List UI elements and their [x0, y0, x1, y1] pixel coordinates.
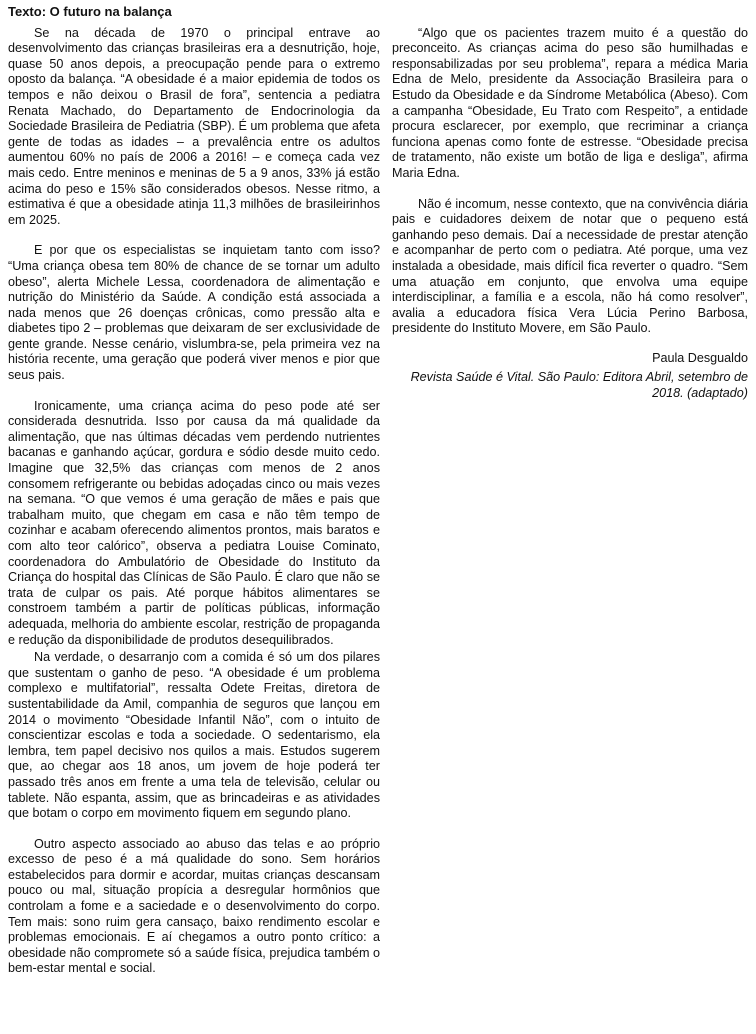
right-column — [392, 26, 748, 977]
paragraph-2: E por que os especialistas se inquietam tanto com isso? “Uma criança obesa tem 80% de chance de se tornar um adulto obeso”, alerta Michele Lessa, coordenadora de alimentação e nutrição do Ministério da Saúde. A condição está associada a nada menos que 26 doenças crônicas, como pressão alta e diabetes tipo 2 – problemas que deixaram de ser exclusividade de gente grande. Nesse cenário, vislumbra-se, pela primeira vez na história recente, uma geração que poderá viver menos e pior que seus pais. — [8, 243, 380, 383]
paragraph-6: “Algo que os pacientes trazem muito é a questão do preconceito. As crianças acima do peso são humilhadas e responsabilizadas por seu problema”, repara a médica Maria Edna de Melo, presidente da Associação Brasileira para o Estudo da Obesidade e da Síndrome Metabólica (Abeso). Com a campanha “Obesidade, Eu Trato com Respeito”, a entidade procura esclarecer, por exemplo, que recriminar a criança funciona apenas como fonte de estresse. “Obesidade precisa de tratamento, não existe um botão de liga e desliga”, afirma Maria Edna. — [392, 25, 748, 180]
paragraph-7: Não é incomum, nesse contexto, que na convivência diária pais e cuidadores deixem de notar que o pequeno está ganhando peso demais. Daí a necessidade de prestar atenção e acompanhar de perto com o pediatra. Até porque, uma vez instalada a obesidade, mais difícil fica reverter o quadro. “Sem uma atuação em conjunto, que envolva uma equipe interdisciplinar, a família e a escola, não há como resolver”, avalia a educadora física Vera Lúcia Perino Barbosa, presidente do Instituto Movere, em São Paulo. — [392, 196, 748, 336]
source-citation: Revista Saúde é Vital. São Paulo: Editora Abril, setembro de 2018. (adaptado) — [410, 370, 748, 401]
paragraph-3: Ironicamente, uma criança acima do peso pode até ser considerada desnutrida. Isso por causa da má qualidade da alimentação, que nas últimas décadas vem perdendo nutrientes bacanas e ganhando açúcar, gordura e sódio desde muito cedo. Imagine que 32,5% das crianças com menos de 2 anos consomem refrigerante ou bebidas adoçadas cinco ou mais vezes na semana. “O que vemos é uma geração de mães e pais que trabalham muito, que chegam em casa e não têm tempo de cozinhar e acabam oferecendo alimentos prontos, mais baratos e com alto teor calórico”, observa a pediatra Louise Cominato, coordenadora do Ambulatório de Obesidade do Instituto da Criança do hospital das Clínicas de São Paulo. É claro que não se trata de culpar os pais. Até porque hábitos alimentares se constroem também a partir de políticas públicas, informação adequada, melhoria do ambiente escolar, restrição de propaganda e redução da disponibilidade de produtos desequilibrados. — [8, 398, 380, 647]
text-title: Texto: O futuro na balança — [8, 4, 172, 19]
author-name: Paula Desgualdo — [652, 350, 748, 365]
paragraph-4: Na verdade, o desarranjo com a comida é só um dos pilares que sustentam o ganho de peso. “A obesidade é um problema complexo e multifatorial”, ressalta Odete Freitas, diretora de sustentabilidade da Amil, companhia de seguros que lançou em 2014 o movimento “Obesidade Infantil Não”, com o intuito de conscientizar escolas e toda a sociedade. O sedentarismo, ela lembra, tem papel decisivo nos quilos a mais. Estudos sugerem que, ao chegar aos 18 anos, um jovem de hoje poderá ter passado três anos em frente a uma tela de televisão, celular ou tablete. Não espanta, assim, que as brincadeiras e as atividades que botam o corpo em movimento fiquem em segundo plano. — [8, 650, 380, 821]
text-columns — [8, 26, 748, 977]
paragraph-1: Se na década de 1970 o principal entrave ao desenvolvimento das crianças brasileiras era a desnutrição, hoje, quase 50 anos depois, a preocupação pende para o extremo oposto da balança. “A obesidade é a maior epidemia de todos os tempos e não deixou o Brasil de fora”, sentencia a pediatra Renata Machado, do Departamento de Endocrinologia da Sociedade Brasileira de Pediatria (SBP). É um problema que afeta gente de todas as idades – a prevalência entre os adultos aumentou 60% no país de 2006 a 2016! – e começa cada vez mais cedo. Entre meninos e meninas de 5 a 9 anos, 33% já estão acima do peso e 15% são considerados obesos. Nesse ritmo, a estimativa é que a obesidade atinja 11,3 milhões de brasileirinhos em 2025. — [8, 25, 380, 227]
left-column — [8, 26, 380, 977]
paragraph-5: Outro aspecto associado ao abuso das telas e ao próprio excesso de peso é a má qualidade do sono. Sem horários estabelecidos para dormir e acordar, muitas crianças descansam pouco ou mal, situação propícia a desregular hormônios que controlam a fome e a saciedade e o desenvolvimento do corpo. Tem mais: sono ruim gera cansaço, baixo rendimento escolar e problemas emocionais. E aí chegamos a outro ponto crítico: a obesidade não compromete só a saúde física, prejudica também o bem-estar mental e social. — [8, 836, 380, 976]
